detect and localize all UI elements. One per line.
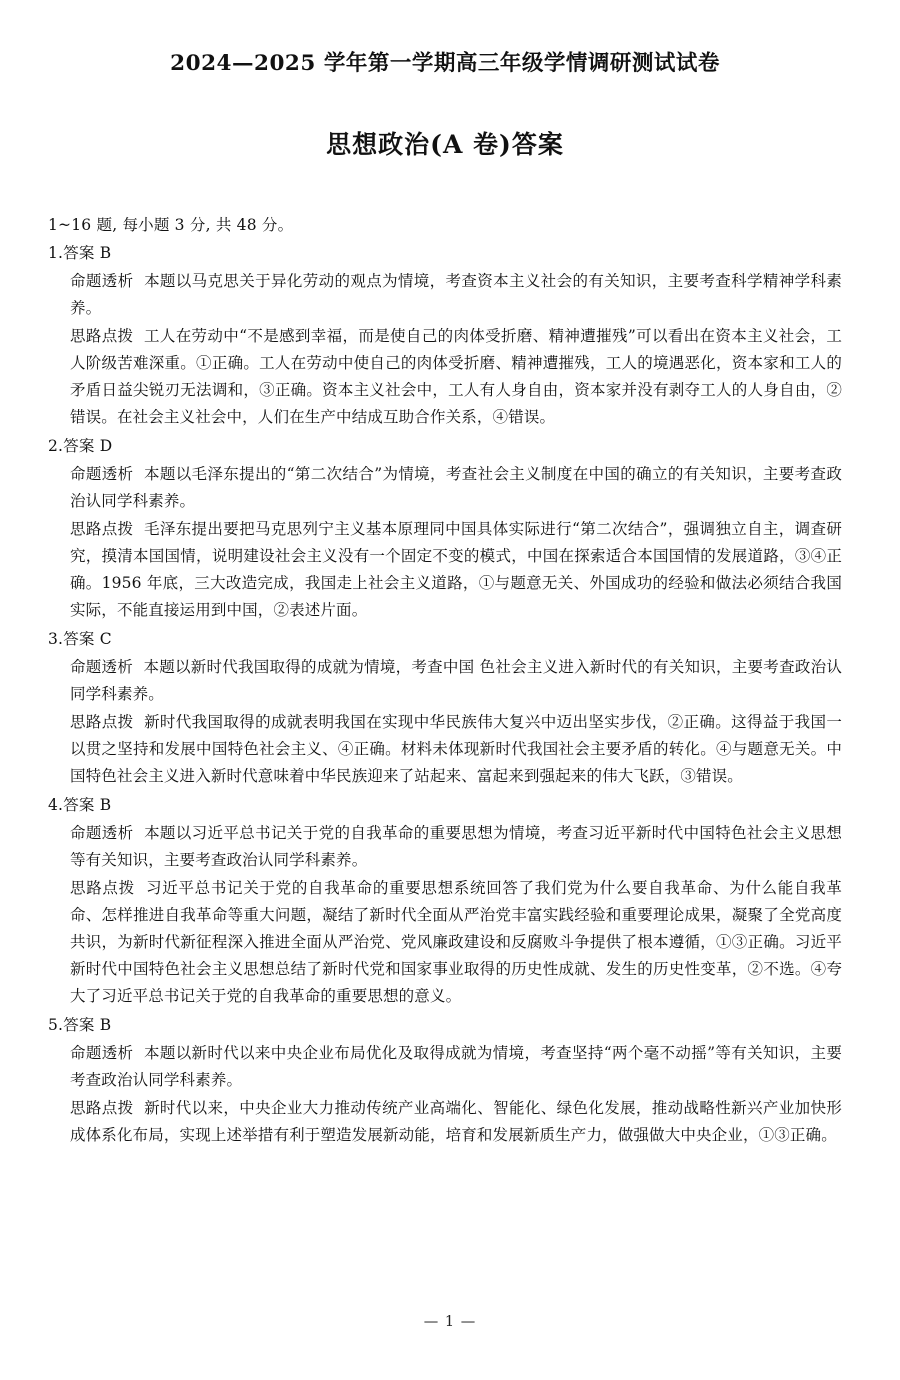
analysis-paragraph: [48, 461, 842, 515]
analysis-text: 本题以马克思关于异化劳动的观点为情境，考查资本主义社会的有关知识，主要考查科学精神学科素养。: [70, 272, 842, 318]
analysis-text: 本题以新时代以来中央企业布局优化及取得成就为情境，考查坚持“两个毫不动摇”等有关知识，主要考查政治认同学科素养。: [70, 1043, 842, 1089]
thinking-paragraph: [48, 875, 842, 1010]
section-note: 1~16 题, 每小题 3 分, 共 48 分。: [48, 216, 294, 234]
question-block: [48, 434, 842, 624]
analysis-text: 本题以习近平总书记关于党的自我革命的重要思想为情境，考查习近平新时代中国特色社会主义思想等有关知识，主要考查政治认同学科素养。: [70, 823, 842, 869]
analysis-label: 命题透析: [70, 1043, 134, 1062]
thinking-label: 思路点拨: [70, 519, 134, 538]
page-number: — 1 —: [423, 1314, 477, 1330]
thinking-paragraph: [48, 1095, 842, 1149]
thinking-paragraph: [48, 709, 842, 790]
answer-line: 2.答案 D: [48, 436, 113, 455]
thinking-text: 习近平总书记关于党的自我革命的重要思想系统回答了我们党为什么要自我革命、为什么能自我革命、怎样推进自我革命等重大问题，凝结了新时代全面从严治党丰富实践经验和重要理论成果，凝聚了全党高度共识，为新时代新征程深入推进全面从严治党、党风廉政建设和反腐败斗争提供了根本遵循，①③正确。习近平新时代中国特色社会主义思想总结了新时代党和国家事业取得的历史性成就、发生的历史性变革，②不选。④夸大了习近平总书记关于党的自我革命的重要思想的意义。: [70, 878, 842, 1005]
analysis-label: 命题透析: [70, 823, 134, 842]
analysis-paragraph: [48, 268, 842, 322]
analysis-label: 命题透析: [70, 465, 134, 484]
thinking-label: 思路点拨: [70, 712, 134, 731]
question-block: [48, 241, 842, 431]
thinking-text: 新时代我国取得的成就表明我国在实现中华民族伟大复兴中迈出坚实步伐，②正确。这得益于我国一以贯之坚持和发展中国特色社会主义、④正确。材料未体现新时代我国社会主要矛盾的转化。④与题意无关。中国特色社会主义进入新时代意味着中华民族迎来了站起来、富起来到强起来的伟大飞跃，③错误。: [70, 712, 842, 785]
analysis-paragraph: [48, 1040, 842, 1094]
thinking-text: 新时代以来，中央企业大力推动传统产业高端化、智能化、绿色化发展，推动战略性新兴产业加快形成体系化布局，实现上述举措有利于塑造发展新动能，培育和发展新质生产力，做强做大中央企业，①③正确。: [70, 1098, 842, 1144]
thinking-label: 思路点拨: [70, 1098, 134, 1117]
page-subtitle: 思想政治(A 卷)答案: [326, 130, 564, 159]
question-block: [48, 793, 842, 1010]
question-block: [48, 1013, 842, 1149]
thinking-paragraph: [48, 516, 842, 624]
thinking-label: 思路点拨: [70, 327, 134, 346]
analysis-paragraph: [48, 654, 842, 708]
answer-line: 4.答案 B: [48, 795, 112, 814]
page-title: 2024—2025 学年第一学期高三年级学情调研测试试卷: [170, 51, 720, 76]
answer-line: 3.答案 C: [48, 629, 112, 648]
thinking-text: 工人在劳动中“不是感到幸福，而是使自己的肉体受折磨、精神遭摧残”可以看出在资本主义社会，工人阶级苦难深重。①正确。工人在劳动中使自己的肉体受折磨、精神遭摧残，工人的境遇恶化，资本家和工人的矛盾日益尖锐刃无法调和，③正确。资本主义社会中，工人有人身自由，资本家并没有剥夺工人的人身自由，②错误。在社会主义社会中，人们在生产中结成互助合作关系，④错误。: [70, 327, 842, 426]
analysis-label: 命题透析: [70, 272, 134, 291]
answer-line: 1.答案 B: [48, 244, 112, 262]
analysis-paragraph: [48, 820, 842, 874]
answer-line: 5.答案 B: [48, 1015, 112, 1034]
analysis-text: 本题以毛泽东提出的“第二次结合”为情境，考查社会主义制度在中国的确立的有关知识，主要考查政治认同学科素养。: [70, 465, 842, 510]
analysis-label: 命题透析: [70, 657, 134, 676]
analysis-text: 本题以新时代我国取得的成就为情境，考查中国 色社会主义进入新时代的有关知识，主要考查政治认同学科素养。: [70, 657, 842, 703]
question-block: [48, 627, 842, 790]
thinking-paragraph: [48, 323, 842, 431]
thinking-label: 思路点拨: [70, 878, 135, 897]
thinking-text: 毛泽东提出要把马克思列宁主义基本原理同中国具体实际进行“第二次结合”，强调独立自主，调查研究，摸清本国国情，说明建设社会主义没有一个固定不变的模式，中国在探索适合本国国情的发展道路，③④正确。1956 年底，三大改造完成，我国走上社会主义道路，①与题意无关、外国成功的经验和做法必须结合我国实际，不能直接运用到中国，②表述片面。: [70, 519, 842, 619]
